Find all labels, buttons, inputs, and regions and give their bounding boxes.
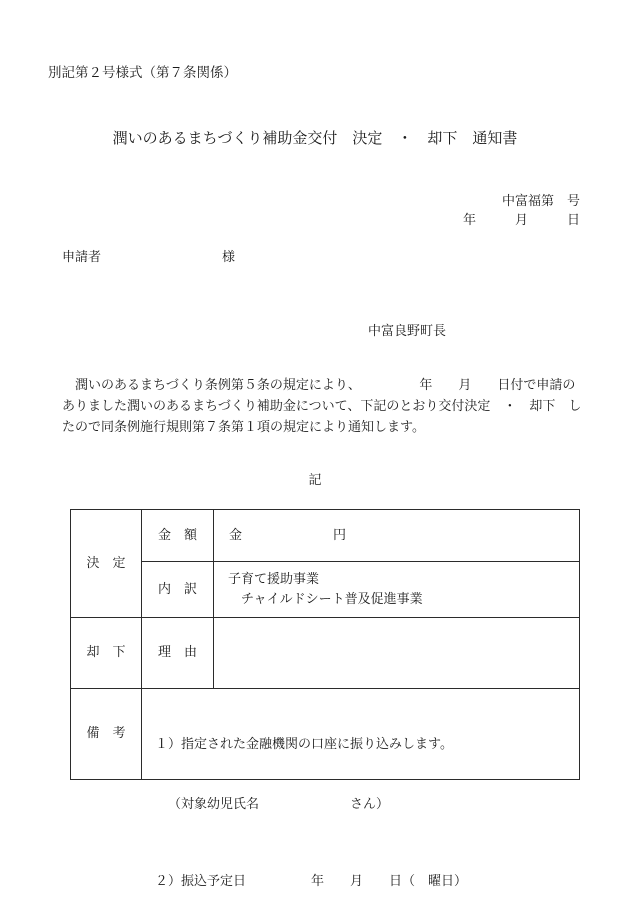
table-rule-right (579, 509, 580, 780)
body-text-line: 潤いのあるまちづくり条例第５条の規定により、 年 月 日付で申請の (62, 378, 576, 393)
document-number: 中富福第 号 (501, 194, 580, 209)
breakdown-value (214, 562, 579, 617)
remarks-line: （対象幼児氏名 さん） (168, 797, 390, 812)
reason-label: 理 由 (157, 645, 197, 660)
remarks-label: 備 考 (86, 726, 126, 741)
decision-table (70, 509, 580, 889)
amount-value (214, 510, 579, 561)
remarks-content (142, 689, 579, 889)
rejection-label: 却 下 (86, 645, 126, 660)
reason-value (214, 618, 579, 688)
addressee-label: 申請者 (62, 250, 102, 265)
breakdown-label: 内 訳 (157, 581, 197, 597)
issue-date: 年 月 日 (462, 213, 580, 228)
remarks-line: １）指定された金融機関の口座に振り込みします。 (155, 737, 453, 752)
addressee-honorific: 様 (222, 250, 236, 265)
record-heading: 記 (308, 473, 322, 488)
body-text-line: たので同条例施行規則第７条第１項の規定により通知します。 (62, 420, 425, 435)
body-text-line: ありました潤いのあるまちづくり補助金について、下記のとおり交付決定 ・ 却下 し (62, 399, 582, 414)
amount-label: 金 額 (157, 527, 197, 543)
issuer-name: 中富良野町長 (368, 324, 447, 339)
breakdown-item: 子育て援助事業 (228, 571, 320, 587)
form-reference: 別記第２号様式（第７条関係） (48, 65, 237, 81)
decision-label: 決 定 (86, 555, 126, 571)
remarks-line: ２）振込予定日 年 月 日（ 曜日） (155, 874, 468, 889)
document-title: 潤いのあるまちづくり補助金交付 決定 ・ 却下 通知書 (112, 129, 518, 147)
amount-value-text: 金 円 (229, 527, 347, 543)
breakdown-item: チャイルドシート普及促進事業 (241, 591, 423, 607)
